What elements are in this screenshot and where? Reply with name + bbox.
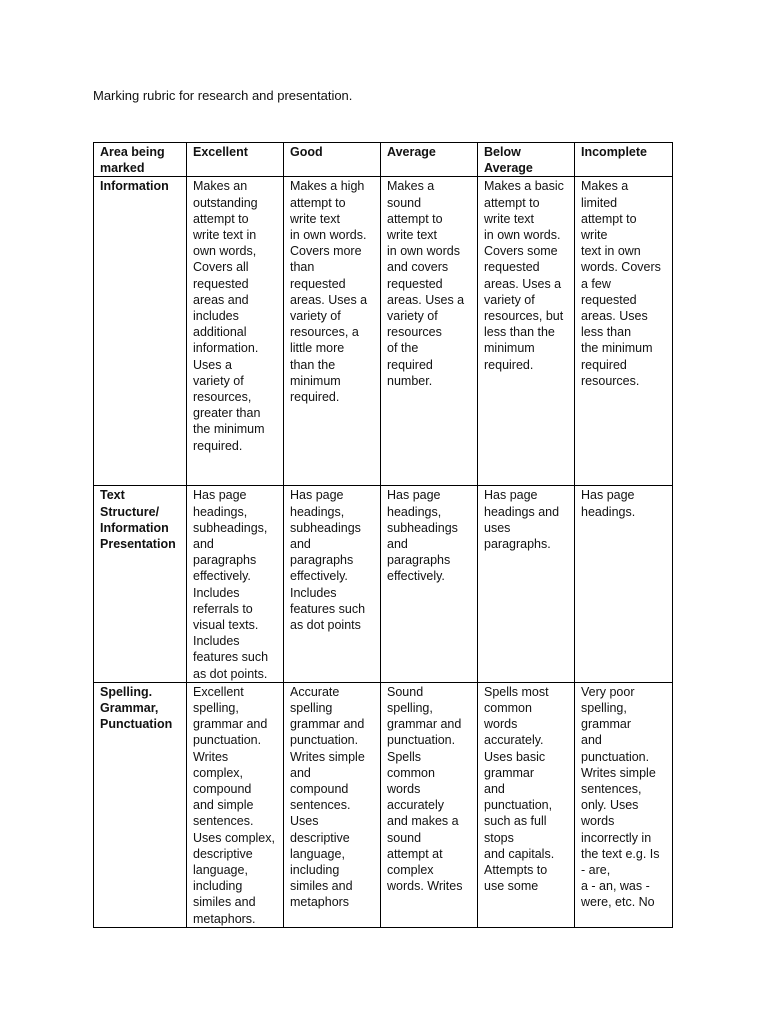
table-cell: Makes a limited attempt to write text in own words. Covers a few requested areas. Uses less than the minimum required resources. (575, 177, 673, 486)
table-cell: Excellent spelling, grammar and punctuation. Writes complex, compound and simple sentences. Uses complex, descriptive language, including similes and metaphors. (187, 682, 284, 927)
table-cell: Accurate spelling grammar and punctuation. Writes simple and compound sentences. Uses descriptive language, including similes and metaphors (284, 682, 381, 927)
header-row (94, 143, 673, 177)
table-row (94, 486, 673, 682)
header-incomplete: Incomplete (575, 143, 673, 177)
header-area: Area being marked (94, 143, 187, 177)
criterion-cell: Information (94, 177, 187, 486)
criterion-cell: Text Structure/ Information Presentation (94, 486, 187, 682)
table-cell: Has page headings, subheadings, and paragraphs effectively. Includes referrals to visual texts. Includes features such as dot points. (187, 486, 284, 682)
table-cell: Has page headings and uses paragraphs. (478, 486, 575, 682)
header-average: Average (381, 143, 478, 177)
document-title: Marking rubric for research and presentation. (93, 88, 353, 103)
table-row (94, 682, 673, 927)
rubric-table (93, 142, 673, 928)
table-cell: Makes a basic attempt to write text in own words. Covers some requested areas. Uses a variety of resources, but less than the minimum required. (478, 177, 575, 486)
table-cell: Sound spelling, grammar and punctuation. Spells common words accurately and makes a sound attempt at complex words. Writes (381, 682, 478, 927)
table-cell: Very poor spelling, grammar and punctuation. Writes simple sentences, only. Uses words incorrectly in the text e.g. Is - are, a - an, was - were, etc. No (575, 682, 673, 927)
header-below-average: Below Average (478, 143, 575, 177)
table-cell: Makes an outstanding attempt to write text in own words, Covers all requested areas and includes additional information. Uses a variety of resources, greater than the minimum required. (187, 177, 284, 486)
table-cell: Has page headings. (575, 486, 673, 682)
table-cell: Makes a high attempt to write text in own words. Covers more than requested areas. Uses a variety of resources, a little more than the minimum required. (284, 177, 381, 486)
table-cell: Has page headings, subheadings and paragraphs effectively. (381, 486, 478, 682)
table-cell: Spells most common words accurately. Uses basic grammar and punctuation, such as full stops and capitals. Attempts to use some (478, 682, 575, 927)
table-cell: Makes a sound attempt to write text in own words and covers requested areas. Uses a variety of resources of the required number. (381, 177, 478, 486)
header-excellent: Excellent (187, 143, 284, 177)
criterion-cell: Spelling. Grammar, Punctuation (94, 682, 187, 927)
table-row (94, 177, 673, 486)
table-cell: Has page headings, subheadings and paragraphs effectively. Includes features such as dot points (284, 486, 381, 682)
header-good: Good (284, 143, 381, 177)
